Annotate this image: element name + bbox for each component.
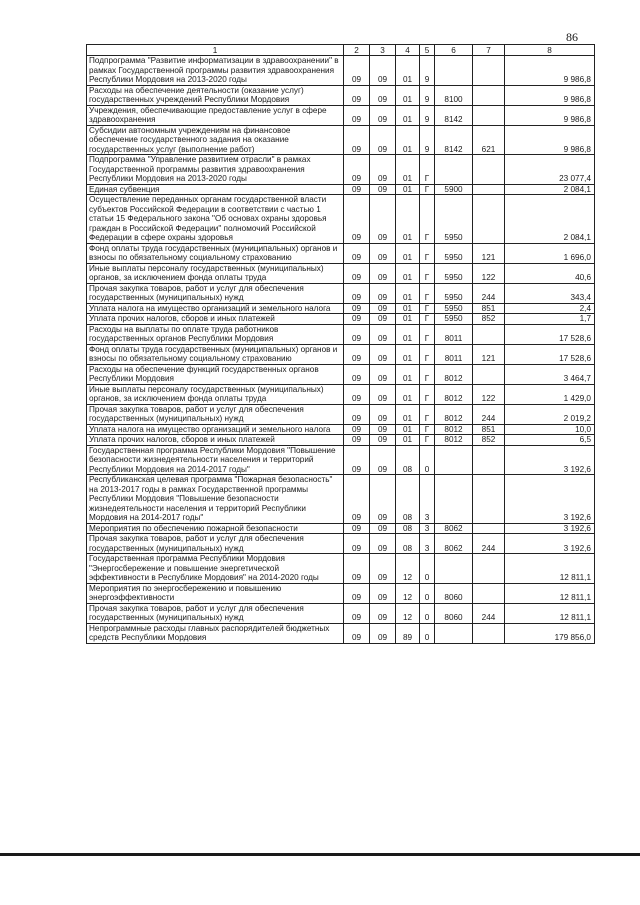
- row-name: Подпрограмма "Развитие информатизации в здравоохранении" в рамках Государственной программы развития здравоохранения Республики Мордовия на 2013-2020 годы: [87, 56, 344, 86]
- row-code: 9: [420, 85, 435, 105]
- table-row: [87, 243, 595, 263]
- row-code: 09: [344, 404, 370, 424]
- row-code: 0: [420, 603, 435, 623]
- table-row: [87, 583, 595, 603]
- row-amount: 179 856,0: [505, 623, 595, 643]
- row-code: 9: [420, 125, 435, 155]
- row-code: 09: [370, 603, 396, 623]
- table-row: [87, 155, 595, 185]
- row-code: 122: [473, 384, 505, 404]
- row-amount: 9 986,8: [505, 105, 595, 125]
- row-code: [473, 554, 505, 584]
- row-code: 09: [370, 364, 396, 384]
- row-code: 09: [344, 303, 370, 314]
- table-row: [87, 263, 595, 283]
- row-code: [435, 445, 473, 475]
- row-code: 851: [473, 303, 505, 314]
- row-code: [473, 475, 505, 524]
- row-amount: 12 811,1: [505, 603, 595, 623]
- row-code: 122: [473, 263, 505, 283]
- row-amount: 3 192,6: [505, 475, 595, 524]
- row-code: 01: [396, 364, 420, 384]
- row-code: 01: [396, 344, 420, 364]
- col-header-code: 3: [370, 45, 396, 56]
- row-code: 5950: [435, 195, 473, 244]
- row-name: Прочая закупка товаров, работ и услуг для обеспечения государственных (муниципальных) нужд: [87, 603, 344, 623]
- row-amount: 3 192,6: [505, 534, 595, 554]
- row-code: 09: [344, 384, 370, 404]
- row-name: Мероприятия по энергосбережению и повышению энергоэффективности: [87, 583, 344, 603]
- row-code: 3: [420, 523, 435, 534]
- row-code: 8142: [435, 105, 473, 125]
- table-row: [87, 195, 595, 244]
- row-code: 09: [370, 303, 396, 314]
- table-row: [87, 534, 595, 554]
- row-code: Г: [420, 424, 435, 435]
- row-code: [473, 155, 505, 185]
- row-code: Г: [420, 384, 435, 404]
- row-name: Уплата налога на имущество организаций и земельного налога: [87, 424, 344, 435]
- row-code: 9: [420, 105, 435, 125]
- row-code: 09: [344, 85, 370, 105]
- row-code: 89: [396, 623, 420, 643]
- row-code: 09: [370, 534, 396, 554]
- row-code: [473, 195, 505, 244]
- row-code: [473, 583, 505, 603]
- row-code: 01: [396, 404, 420, 424]
- row-code: 09: [344, 324, 370, 344]
- row-code: 09: [370, 105, 396, 125]
- row-name: Уплата налога на имущество организаций и земельного налога: [87, 303, 344, 314]
- table-row: [87, 384, 595, 404]
- row-code: 09: [370, 314, 396, 325]
- row-code: 01: [396, 314, 420, 325]
- table-row: [87, 85, 595, 105]
- row-code: 09: [370, 344, 396, 364]
- table-row: [87, 603, 595, 623]
- row-amount: 23 077,4: [505, 155, 595, 185]
- row-code: 09: [370, 56, 396, 86]
- row-code: 8100: [435, 85, 473, 105]
- row-code: 3: [420, 475, 435, 524]
- row-code: 01: [396, 195, 420, 244]
- row-code: Г: [420, 283, 435, 303]
- row-amount: 343,4: [505, 283, 595, 303]
- row-code: 09: [344, 534, 370, 554]
- row-code: 01: [396, 435, 420, 446]
- row-code: 01: [396, 243, 420, 263]
- row-code: Г: [420, 404, 435, 424]
- row-code: 8060: [435, 603, 473, 623]
- col-header-code: 4: [396, 45, 420, 56]
- row-amount: 9 986,8: [505, 56, 595, 86]
- table-row: [87, 404, 595, 424]
- row-code: 121: [473, 243, 505, 263]
- row-code: 244: [473, 404, 505, 424]
- row-code: Г: [420, 155, 435, 185]
- table-row: [87, 283, 595, 303]
- row-code: 09: [344, 583, 370, 603]
- row-code: 8062: [435, 534, 473, 554]
- row-code: 01: [396, 125, 420, 155]
- row-code: 09: [370, 424, 396, 435]
- row-code: 8011: [435, 344, 473, 364]
- row-code: 08: [396, 475, 420, 524]
- table-row: [87, 554, 595, 584]
- row-amount: 6,5: [505, 435, 595, 446]
- row-code: [473, 364, 505, 384]
- row-name: Иные выплаты персоналу государственных (муниципальных) органов, за исключением фонда оплаты труда: [87, 384, 344, 404]
- row-code: 3: [420, 534, 435, 554]
- row-code: 09: [370, 404, 396, 424]
- row-code: 12: [396, 554, 420, 584]
- row-code: 5950: [435, 314, 473, 325]
- row-code: [435, 155, 473, 185]
- row-code: [473, 184, 505, 195]
- row-code: [473, 324, 505, 344]
- col-header-code: 2: [344, 45, 370, 56]
- row-amount: 3 192,6: [505, 445, 595, 475]
- row-code: 08: [396, 523, 420, 534]
- row-code: 621: [473, 125, 505, 155]
- row-code: 01: [396, 424, 420, 435]
- row-code: 01: [396, 283, 420, 303]
- row-code: 121: [473, 344, 505, 364]
- row-code: Г: [420, 184, 435, 195]
- row-code: 5950: [435, 283, 473, 303]
- row-code: 5900: [435, 184, 473, 195]
- table-row: [87, 184, 595, 195]
- row-amount: 9 986,8: [505, 125, 595, 155]
- row-code: 09: [344, 554, 370, 584]
- row-name: Государственная программа Республики Мордовия "Повышение безопасности жизнедеятельности населения и территорий Республики Мордовия на 2014-2017 годы": [87, 445, 344, 475]
- row-code: 09: [344, 263, 370, 283]
- row-code: 08: [396, 445, 420, 475]
- row-amount: 9 986,8: [505, 85, 595, 105]
- row-code: 09: [344, 424, 370, 435]
- row-code: 244: [473, 603, 505, 623]
- row-code: Г: [420, 364, 435, 384]
- table-header-row: [87, 45, 595, 56]
- row-code: 08: [396, 534, 420, 554]
- row-code: 12: [396, 603, 420, 623]
- row-code: 09: [344, 623, 370, 643]
- row-amount: 2,4: [505, 303, 595, 314]
- row-code: 5950: [435, 263, 473, 283]
- row-code: 01: [396, 105, 420, 125]
- table-body: [87, 56, 595, 644]
- row-code: 09: [344, 445, 370, 475]
- row-code: 0: [420, 583, 435, 603]
- row-name: Прочая закупка товаров, работ и услуг для обеспечения государственных (муниципальных) нужд: [87, 283, 344, 303]
- row-name: Расходы на выплаты по оплате труда работников государственных органов Республики Мордовия: [87, 324, 344, 344]
- row-code: 09: [370, 125, 396, 155]
- table-row: [87, 475, 595, 524]
- table-row: [87, 623, 595, 643]
- row-code: 01: [396, 384, 420, 404]
- row-name: Субсидии автономным учреждениям на финансовое обеспечение государственного задания на оказание государственных услуг (выполнение работ): [87, 125, 344, 155]
- row-code: 09: [344, 125, 370, 155]
- row-code: Г: [420, 344, 435, 364]
- row-name: Мероприятия по обеспечению пожарной безопасности: [87, 523, 344, 534]
- row-code: 09: [370, 184, 396, 195]
- col-header-code: 6: [435, 45, 473, 56]
- row-code: 09: [370, 554, 396, 584]
- row-name: Осуществление переданных органам государственной власти субъектов Российской Федерации в соответствии с частью 1 статьи 15 Федерального закона "Об основах охраны здоровья граждан в Российской Федерации" полномочий Российской Федерации в сфере охраны здоровья: [87, 195, 344, 244]
- row-name: Расходы на обеспечение деятельности (оказание услуг) государственных учреждений Республики Мордовия: [87, 85, 344, 105]
- row-amount: 1,7: [505, 314, 595, 325]
- row-name: Фонд оплаты труда государственных (муниципальных) органов и взносы по обязательному социальному страхованию: [87, 344, 344, 364]
- col-header-name: 1: [87, 45, 344, 56]
- row-amount: 17 528,6: [505, 344, 595, 364]
- row-code: 09: [344, 184, 370, 195]
- row-amount: 1 429,0: [505, 384, 595, 404]
- row-name: Фонд оплаты труда государственных (муниципальных) органов и взносы по обязательному социальному страхованию: [87, 243, 344, 263]
- row-amount: 3 192,6: [505, 523, 595, 534]
- row-code: 09: [370, 583, 396, 603]
- row-code: 8062: [435, 523, 473, 534]
- table-row: [87, 523, 595, 534]
- row-name: Уплата прочих налогов, сборов и иных платежей: [87, 314, 344, 325]
- row-name: Государственная программа Республики Мордовия "Энергосбережение и повышение энергетической эффективности в Республике Мордовия" на 2014-2020 годы: [87, 554, 344, 584]
- row-name: Подпрограмма "Управление развитием отрасли" в рамках Государственной программы развития здравоохранения Республики Мордовия на 2013-2020 годы: [87, 155, 344, 185]
- row-code: 244: [473, 283, 505, 303]
- row-code: Г: [420, 435, 435, 446]
- col-header-code: 7: [473, 45, 505, 56]
- table-row: [87, 303, 595, 314]
- row-code: 09: [344, 435, 370, 446]
- row-code: 8012: [435, 435, 473, 446]
- budget-table: [86, 44, 595, 644]
- row-code: 8012: [435, 424, 473, 435]
- row-code: 09: [344, 56, 370, 86]
- col-header-amount: 8: [505, 45, 595, 56]
- row-name: Непрограммные расходы главных распорядителей бюджетных средств Республики Мордовия: [87, 623, 344, 643]
- row-amount: 2 084,1: [505, 184, 595, 195]
- row-code: Г: [420, 263, 435, 283]
- row-name: Иные выплаты персоналу государственных (муниципальных) органов, за исключением фонда оплаты труда: [87, 263, 344, 283]
- row-code: [435, 56, 473, 86]
- row-code: 01: [396, 85, 420, 105]
- row-code: 09: [370, 85, 396, 105]
- row-code: 09: [344, 243, 370, 263]
- table-row: [87, 324, 595, 344]
- row-code: 5950: [435, 303, 473, 314]
- row-code: 852: [473, 435, 505, 446]
- row-amount: 2 084,1: [505, 195, 595, 244]
- row-name: Прочая закупка товаров, работ и услуг для обеспечения государственных (муниципальных) нужд: [87, 534, 344, 554]
- row-code: 09: [344, 603, 370, 623]
- row-amount: 2 019,2: [505, 404, 595, 424]
- row-code: 09: [344, 523, 370, 534]
- row-code: 09: [370, 324, 396, 344]
- row-code: 09: [370, 384, 396, 404]
- row-code: 8012: [435, 384, 473, 404]
- row-code: [473, 623, 505, 643]
- row-code: Г: [420, 314, 435, 325]
- row-name: Учреждения, обеспечивающие предоставление услуг в сфере здравоохранения: [87, 105, 344, 125]
- row-code: [473, 85, 505, 105]
- row-code: 09: [370, 623, 396, 643]
- row-code: 09: [370, 155, 396, 185]
- row-code: [473, 523, 505, 534]
- row-code: 8012: [435, 404, 473, 424]
- row-code: 244: [473, 534, 505, 554]
- row-code: 01: [396, 263, 420, 283]
- row-code: 09: [344, 283, 370, 303]
- row-code: 09: [370, 445, 396, 475]
- table-row: [87, 435, 595, 446]
- table-row: [87, 364, 595, 384]
- row-code: Г: [420, 303, 435, 314]
- row-amount: 17 528,6: [505, 324, 595, 344]
- row-code: 8060: [435, 583, 473, 603]
- row-code: 5950: [435, 243, 473, 263]
- row-code: 01: [396, 184, 420, 195]
- row-code: 0: [420, 623, 435, 643]
- table-row: [87, 125, 595, 155]
- row-code: Г: [420, 243, 435, 263]
- row-code: [473, 56, 505, 86]
- row-code: [435, 475, 473, 524]
- row-code: 09: [370, 523, 396, 534]
- row-code: 0: [420, 445, 435, 475]
- row-name: Республиканская целевая программа "Пожарная безопасность" на 2013-2017 годы в рамках Государственной программы Республики Мордовия "Повышение безопасности жизнедеятельности населения и территорий Республики Мордовия на 2014-2017 годы": [87, 475, 344, 524]
- row-amount: 12 811,1: [505, 583, 595, 603]
- row-code: [473, 445, 505, 475]
- bottom-rule: [0, 853, 640, 856]
- row-name: Прочая закупка товаров, работ и услуг для обеспечения государственных (муниципальных) нужд: [87, 404, 344, 424]
- row-code: 09: [344, 105, 370, 125]
- row-code: 09: [370, 243, 396, 263]
- row-amount: 10,0: [505, 424, 595, 435]
- row-code: 9: [420, 56, 435, 86]
- row-code: 8142: [435, 125, 473, 155]
- row-code: 09: [344, 155, 370, 185]
- row-code: Г: [420, 324, 435, 344]
- row-amount: 3 464,7: [505, 364, 595, 384]
- row-code: 12: [396, 583, 420, 603]
- row-name: Расходы на обеспечение функций государственных органов Республики Мордовия: [87, 364, 344, 384]
- page-number: 86: [566, 30, 578, 44]
- row-code: 01: [396, 324, 420, 344]
- row-code: 09: [370, 195, 396, 244]
- row-code: 852: [473, 314, 505, 325]
- row-code: 01: [396, 155, 420, 185]
- row-code: 09: [344, 195, 370, 244]
- row-code: [435, 623, 473, 643]
- row-code: 09: [370, 263, 396, 283]
- row-code: 01: [396, 56, 420, 86]
- row-code: 09: [370, 283, 396, 303]
- row-code: 01: [396, 303, 420, 314]
- table-row: [87, 105, 595, 125]
- row-amount: 40,6: [505, 263, 595, 283]
- row-code: 09: [344, 344, 370, 364]
- row-code: 8012: [435, 364, 473, 384]
- table-row: [87, 56, 595, 86]
- row-code: 09: [344, 475, 370, 524]
- row-amount: 1 696,0: [505, 243, 595, 263]
- row-code: 851: [473, 424, 505, 435]
- row-code: [473, 105, 505, 125]
- row-name: Единая субвенция: [87, 184, 344, 195]
- row-code: 09: [370, 475, 396, 524]
- table-row: [87, 445, 595, 475]
- row-code: 0: [420, 554, 435, 584]
- row-code: 09: [344, 364, 370, 384]
- row-name: Уплата прочих налогов, сборов и иных платежей: [87, 435, 344, 446]
- table-row: [87, 344, 595, 364]
- row-code: 09: [370, 435, 396, 446]
- row-amount: 12 811,1: [505, 554, 595, 584]
- table-row: [87, 424, 595, 435]
- row-code: 09: [344, 314, 370, 325]
- row-code: [435, 554, 473, 584]
- table-row: [87, 314, 595, 325]
- row-code: Г: [420, 195, 435, 244]
- row-code: 8011: [435, 324, 473, 344]
- col-header-code: 5: [420, 45, 435, 56]
